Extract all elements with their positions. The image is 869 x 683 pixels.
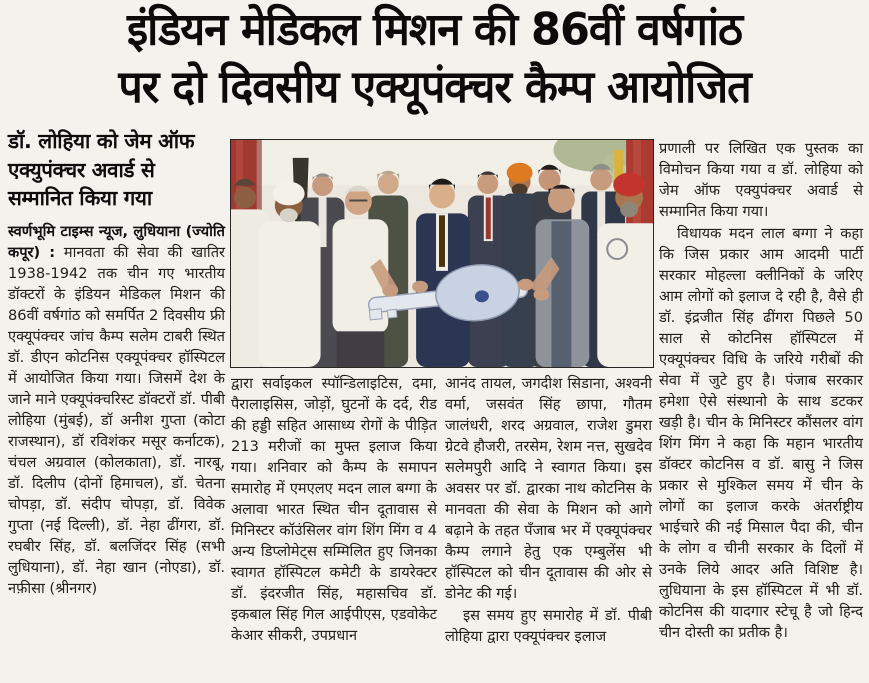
column-4-paragraph-1: प्रणाली पर लिखित एक पुस्तक का विमोचन किया गया व डॉ. लोहिया को जेम ऑफ एक्युपंक्चर अवार्ड से सम्मानित किया गया। [659,140,863,220]
column-2-paragraph: द्वारा सर्वाइकल स्पॉन्डिलाइटिस, दमा, पैरालाइसिस, जोड़ों, घुटनों के दर्द, रीड की हड्डी सहित आसाध्य रोगों के पीड़ित 213 मरीजों का मुफ्त इलाज किया गया। शनिवार को कैम्प के समापन समारोह में एमएलए मदन लाल बग्गा के अलावा भारत स्थित चीन दूतावास से मिनिस्टर कॉउंसिलर वांग शिंग मिंग व 4 अन्य डिप्लोमेट्स सम्मिलित हुए जिनका स्वागत हॉस्पिटल कमेटी के डायरेक्टर डॉ. इंदरजीत सिंह, महासचिव डॉ. इकबाल सिंह गिल आईपीएस, एडवोकेट केआर सीकरी, उपप्रधान [231,375,437,644]
column-3 [445,373,652,647]
lead-body-text: मानवता की सेवा की खातिर 1938-1942 तक चीन गए भारतीय डॉक्टरों के इंडियन मेडिकल मिशन की 86वीं वर्षगांठ को समर्पित 2 दिवसीय फ्री एक्यूपंक्चर जांच कैम्प सलेम टाबरी स्थित डॉ. डीएन कोटनिस एक्यूपंक्चर हॉस्पिटल में आयोजित किया गया। जिसमें देश के जाने माने एक्यूपंक्चरिस्ट डॉक्टरों डॉ. पीबी लोहिया (मुंबई), डॉ अनीश गुप्ता (कोटा राजस्थान), डॉ रविशंकर मसूर कर्नाटक), चंचल अग्रवाल (कोलकाता), डॉ. नारबू, डॉ. दिलीप (दोनों हिमाचल), डॉ. चेतना चोपड़ा, डॉ. संदीप चोपड़ा, डॉ. विवेक गुप्ता (नई दिल्ली), डॉ. नेहा ढींगरा, डॉ. रघबीर सिंह, डॉ. बलजिंदर सिंह (सभी लुधियाना), डॉ. नेहा खान (नोएडा), डॉ. नफ़ीसा (श्रीनगर) [8,243,225,597]
headline-line2: पर दो दिवसीय एक्यूपंक्चर कैम्प आयोजित [118,61,751,114]
column-2 [231,373,437,646]
headline [6,2,863,116]
column-3-paragraph-1: आनंद तायल, जगदीश सिडाना, अश्वनी वर्मा, जसवंत सिंह छापा, गौतम जालंधरी, शरद अग्रवाल, राजेश डुमरा ग्रेटवे हौजरी, तरसेम, रेशम नत्त, सुखदेव सलेमपुरी आदि ने स्वागत किया। इस अवसर पर डॉ. द्वारका नाथ कोटनिस के मानवता की सेवा के मिशन को आगे बढ़ाने के तहत पँजाब भर में एक्यूपंक्चर कैम्प लगाने हेतु एक एम्बुलेंस भी हॉस्पिटल को चीन दूतावास की ओर से डोनेट की गई। [445,375,652,602]
news-photo [230,139,654,368]
subheadline: डॉ. लोहिया को जेम ऑफ एक्युपंक्चर अवार्ड से सम्मानित किया गया [8,129,195,210]
column-4-paragraph-2: विधायक मदन लाल बग्गा ने कहा कि जिस प्रकार आम आदमी पार्टी सरकार मोहल्ला क्लीनिकों के जरिए आम लोगों को इलाज दे रही है, वैसे ही डॉ. इंद्रजीत सिंह ढींगरा पिछले 50 साल से कोटनिस हॉस्पिटल में एक्यूपंक्चर विधि के जरिये गरीबों की सेवा में जुटे हुए है। पंजाब सरकार हमेशा ऐसे संस्थानो के साथ डटकर खड़ी है। चीन के मिनिस्टर कौंसलर वांग शिंग मिंग ने कहा कि महान भारतीय डॉक्टर कोटनिस व डॉ. बासु ने जिस प्रकार से मुश्किल समय में चीन के लोगों का इलाज करके अंतर्राष्ट्रीय भाईचारे की नई मिसाल पैदा की, चीन के लोग व चीनी सरकार के दिलों में उनके लिये आदर अति विशिष्ट है। लुधियाना के इस हॉस्पिटल में भी डॉ. कोटनिस की यादगार स्टेचू है जो हिन्द चीन दोस्ती का प्रतीक है। [659,225,863,641]
column-4 [659,138,863,643]
column-1 [8,127,225,599]
news-photo-illustration [231,140,653,367]
dateline: स्वर्णभूमि टाइम्स न्यूज, लुधियाना (ज्योति कपूर) : [8,222,225,261]
column-3-paragraph-2: इस समय हुए समारोह में डॉ. पीबी लोहिया द्वारा एक्यूपंक्चर इलाज [445,607,652,645]
headline-line1: इंडियन मेडिकल मिशन की 86वीं वर्षगांठ [126,4,743,57]
lead-paragraph [8,221,225,599]
